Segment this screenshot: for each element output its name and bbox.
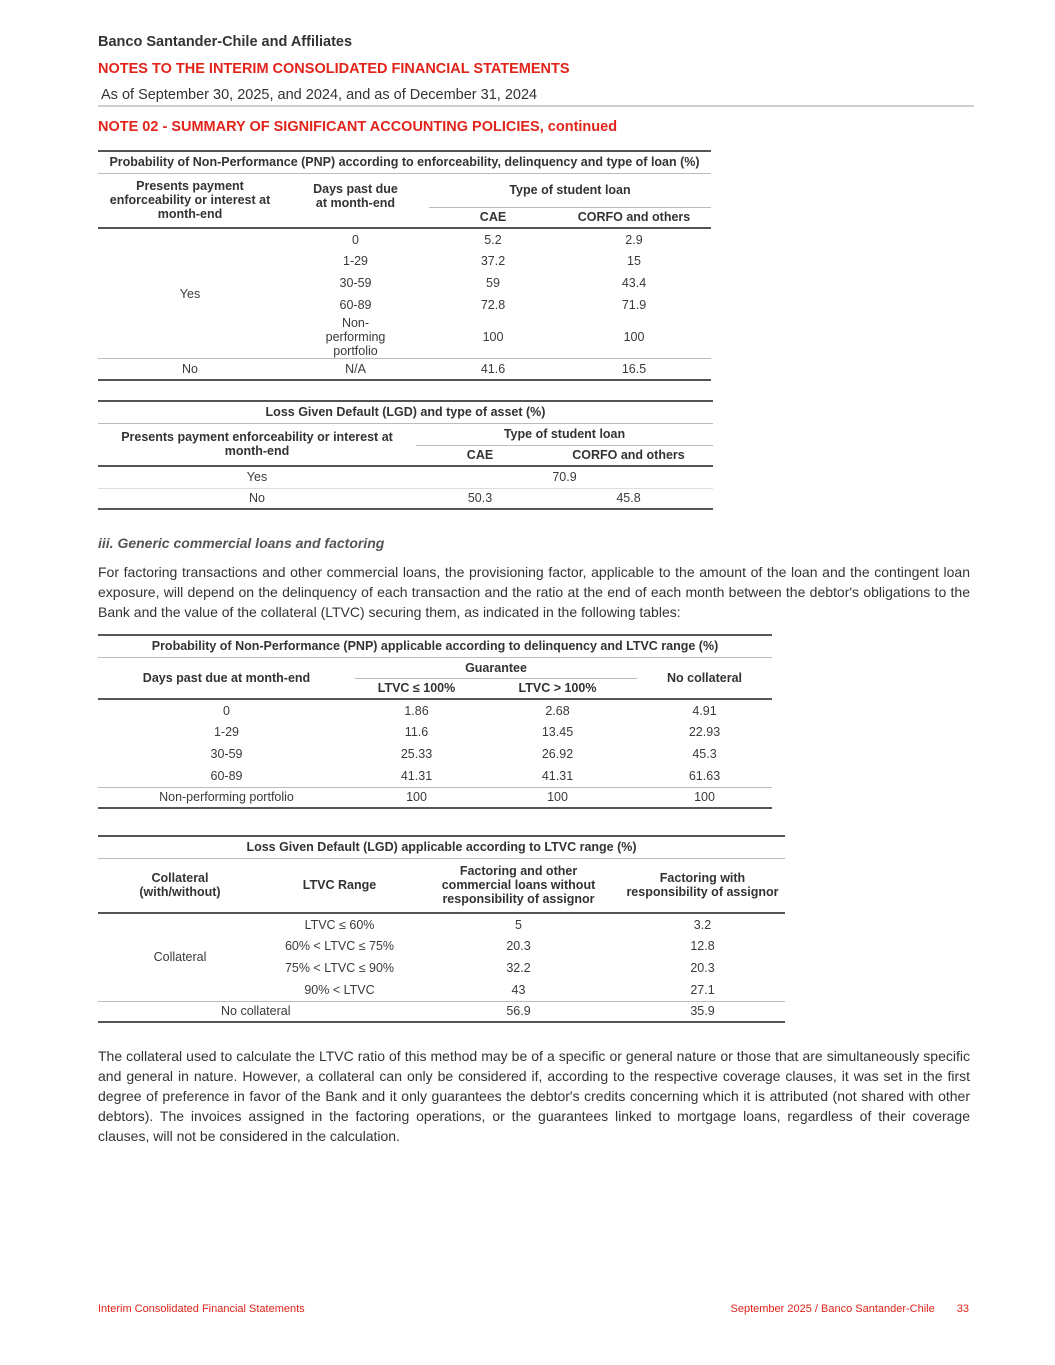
cell-corfo: 2.9 xyxy=(625,232,643,247)
cell-cae: 72.8 xyxy=(480,298,506,312)
cell-days: 0 xyxy=(223,703,230,718)
cell-cae: 37.2 xyxy=(480,254,506,268)
table-row xyxy=(98,1001,785,1022)
col-cae: CAE xyxy=(479,210,507,225)
cell-value: 2.68 xyxy=(545,703,570,718)
col-enforceability: Presents payment enforceability or interest at month-end xyxy=(98,423,416,466)
col-corfo: CORFO and others xyxy=(577,210,691,225)
cell-corfo: 43.4 xyxy=(621,276,647,290)
table-row xyxy=(98,913,785,935)
table-title: Loss Given Default (LGD) applicable according to LTVC range (%) xyxy=(246,840,637,855)
table-row xyxy=(98,466,713,488)
table-row xyxy=(98,787,772,808)
table-title: Loss Given Default (LGD) and type of asset (%) xyxy=(265,405,546,420)
col-without-responsibility: Factoring and other commercial loans without responsibility of assignor xyxy=(441,864,596,907)
cell-days: 1-29 xyxy=(342,254,369,268)
row-label-collateral: Collateral xyxy=(98,913,262,1001)
paragraph-collateral: The collateral used to calculate the LTVC ratio of this method may be of a specific or general nature or those that are simultaneously specific and general in nature. However, a collateral can only be considered if, according to the respective coverage clauses, it was set in the first degree of preference in favor of the Bank and it only guarantees the debtor's credits concerning which it is attributed (not shared with other debtors). The invoices assigned in the factoring operations, or the guarantees linked to mortgage loans, regardless of their coverage clauses, will not be considered in the calculation. xyxy=(98,1048,970,1144)
cell-value: 20.3 xyxy=(506,939,531,953)
lgd-ltvc-table xyxy=(98,835,785,1023)
cell-days: 30-59 xyxy=(339,276,372,290)
cell-value: 35.9 xyxy=(690,1004,715,1019)
cell-value: 43 xyxy=(511,982,526,997)
cell-days: 0 xyxy=(352,232,359,247)
row-label-yes: Yes xyxy=(246,470,268,485)
table-row xyxy=(98,228,711,250)
cell-value: 20.3 xyxy=(690,961,715,975)
cell-cae: 5.2 xyxy=(484,232,502,247)
cell-corfo: 45.8 xyxy=(616,491,641,506)
cell-corfo: 100 xyxy=(623,330,645,344)
cell-range: 60% < LTVC ≤ 75% xyxy=(284,939,395,953)
col-no-collateral: No collateral xyxy=(637,657,772,699)
cell-value: 32.2 xyxy=(506,961,531,975)
row-label-no: No xyxy=(182,361,198,376)
cell-days: Non-performing portfolio xyxy=(325,316,386,358)
col-group-student-loan: Type of student loan xyxy=(416,423,713,445)
cell-value: 45.3 xyxy=(692,747,717,761)
table-row xyxy=(98,721,772,743)
table-row xyxy=(98,359,711,380)
cell-days: 60-89 xyxy=(210,768,243,783)
cell-value: 1.86 xyxy=(404,703,429,718)
cell-value: 25.33 xyxy=(400,747,433,761)
cell-value: 100 xyxy=(694,790,715,805)
col-collateral: Collateral (with/without) xyxy=(139,871,221,900)
col-corfo: CORFO and others xyxy=(572,448,685,463)
table-row xyxy=(98,743,772,765)
cell-cae: 50.3 xyxy=(467,491,493,506)
row-label-no: No xyxy=(249,491,265,506)
cell-days: N/A xyxy=(345,361,366,376)
cell-value: 26.92 xyxy=(541,747,574,761)
cell-value: 27.1 xyxy=(690,982,715,997)
cell-value: 5 xyxy=(515,917,522,932)
cell-value: 13.45 xyxy=(541,725,574,739)
col-group-student-loan: Type of student loan xyxy=(429,173,711,207)
footer-title: Interim Consolidated Financial Statements xyxy=(98,1303,305,1315)
cell-value: 41.31 xyxy=(541,768,574,783)
cell-days: 30-59 xyxy=(210,747,243,761)
pnp-ltvc-table xyxy=(98,634,772,809)
section-title: iii. Generic commercial loans and factoring xyxy=(98,535,385,551)
cell-value: 11.6 xyxy=(404,725,429,739)
col-with-responsibility: Factoring with responsibility of assignor xyxy=(626,871,779,900)
cell-cae: 41.6 xyxy=(480,361,506,376)
col-ltvc-gt-100: LTVC > 100% xyxy=(518,681,597,696)
cell-cae: 59 xyxy=(486,276,500,290)
table-title: Probability of Non-Performance (PNP) applicable according to delinquency and LTVC range (%) xyxy=(151,639,719,654)
col-ltvc-range: LTVC Range xyxy=(302,878,377,893)
table-title: Probability of Non-Performance (PNP) according to enforceability, delinquency and type of loan (%) xyxy=(109,155,700,170)
cell-value: 22.93 xyxy=(688,725,721,739)
footer-info xyxy=(731,1303,970,1315)
col-enforceability: Presents payment enforceability or interest at month-end xyxy=(109,179,271,222)
cell-value: 41.31 xyxy=(400,768,433,783)
as-of-date: As of September 30, 2025, and 2024, and as of December 31, 2024 xyxy=(101,87,538,103)
cell-corfo: 71.9 xyxy=(621,298,647,312)
pnp-student-loan-table xyxy=(98,150,711,381)
cell-range: LTVC ≤ 60% xyxy=(304,917,375,932)
col-ltvc-le-100: LTVC ≤ 100% xyxy=(377,681,456,696)
cell-value: 56.9 xyxy=(506,1004,531,1019)
paragraph-intro: For factoring transactions and other commercial loans, the provisioning factor, applicable to the amount of the loan and the contingent loan exposure, will depend on the delinquency of each transaction and the ratio at the end of each month between the debtor's obligations to the Bank and the value of the collateral (LTVC) securing them, as indicated in the following tables: xyxy=(98,564,970,620)
col-cae: CAE xyxy=(466,448,494,463)
row-label-yes: Yes xyxy=(98,228,282,359)
row-label-no-collateral: No collateral xyxy=(221,1004,291,1019)
table-row xyxy=(98,765,772,787)
cell-range: 75% < LTVC ≤ 90% xyxy=(284,961,395,975)
col-group-guarantee: Guarantee xyxy=(355,657,637,678)
lgd-student-loan-table xyxy=(98,400,713,510)
notes-title: NOTES TO THE INTERIM CONSOLIDATED FINANCIAL STATEMENTS xyxy=(98,61,570,77)
cell-value: 61.63 xyxy=(688,768,721,783)
col-days-past-due: Days past due at month-end xyxy=(98,657,355,699)
cell-range: 90% < LTVC xyxy=(304,982,375,997)
cell-cae: 100 xyxy=(482,330,504,344)
cell-value: 100 xyxy=(406,790,427,805)
header-divider xyxy=(98,105,974,107)
footer-right-text: September 2025 / Banco Santander-Chile xyxy=(730,1303,935,1315)
col-days-past-due: Days past due at month-end xyxy=(313,181,398,210)
cell-days: 60-89 xyxy=(339,298,372,312)
note-title: NOTE 02 - SUMMARY OF SIGNIFICANT ACCOUNTING POLICIES, continued xyxy=(98,119,618,135)
cell-corfo: 16.5 xyxy=(621,361,647,376)
cell-yes-value: 70.9 xyxy=(552,470,577,485)
cell-value: 12.8 xyxy=(690,939,715,953)
cell-corfo: 15 xyxy=(627,254,641,268)
cell-days: 1-29 xyxy=(213,725,240,739)
cell-value: 4.91 xyxy=(692,703,717,718)
table-row xyxy=(98,488,713,509)
page-number: 33 xyxy=(956,1303,969,1315)
cell-value: 3.2 xyxy=(693,917,712,932)
cell-days: Non-performing portfolio xyxy=(159,790,294,805)
cell-value: 100 xyxy=(547,790,568,805)
company-name: Banco Santander-Chile and Affiliates xyxy=(98,34,353,50)
table-row xyxy=(98,699,772,721)
